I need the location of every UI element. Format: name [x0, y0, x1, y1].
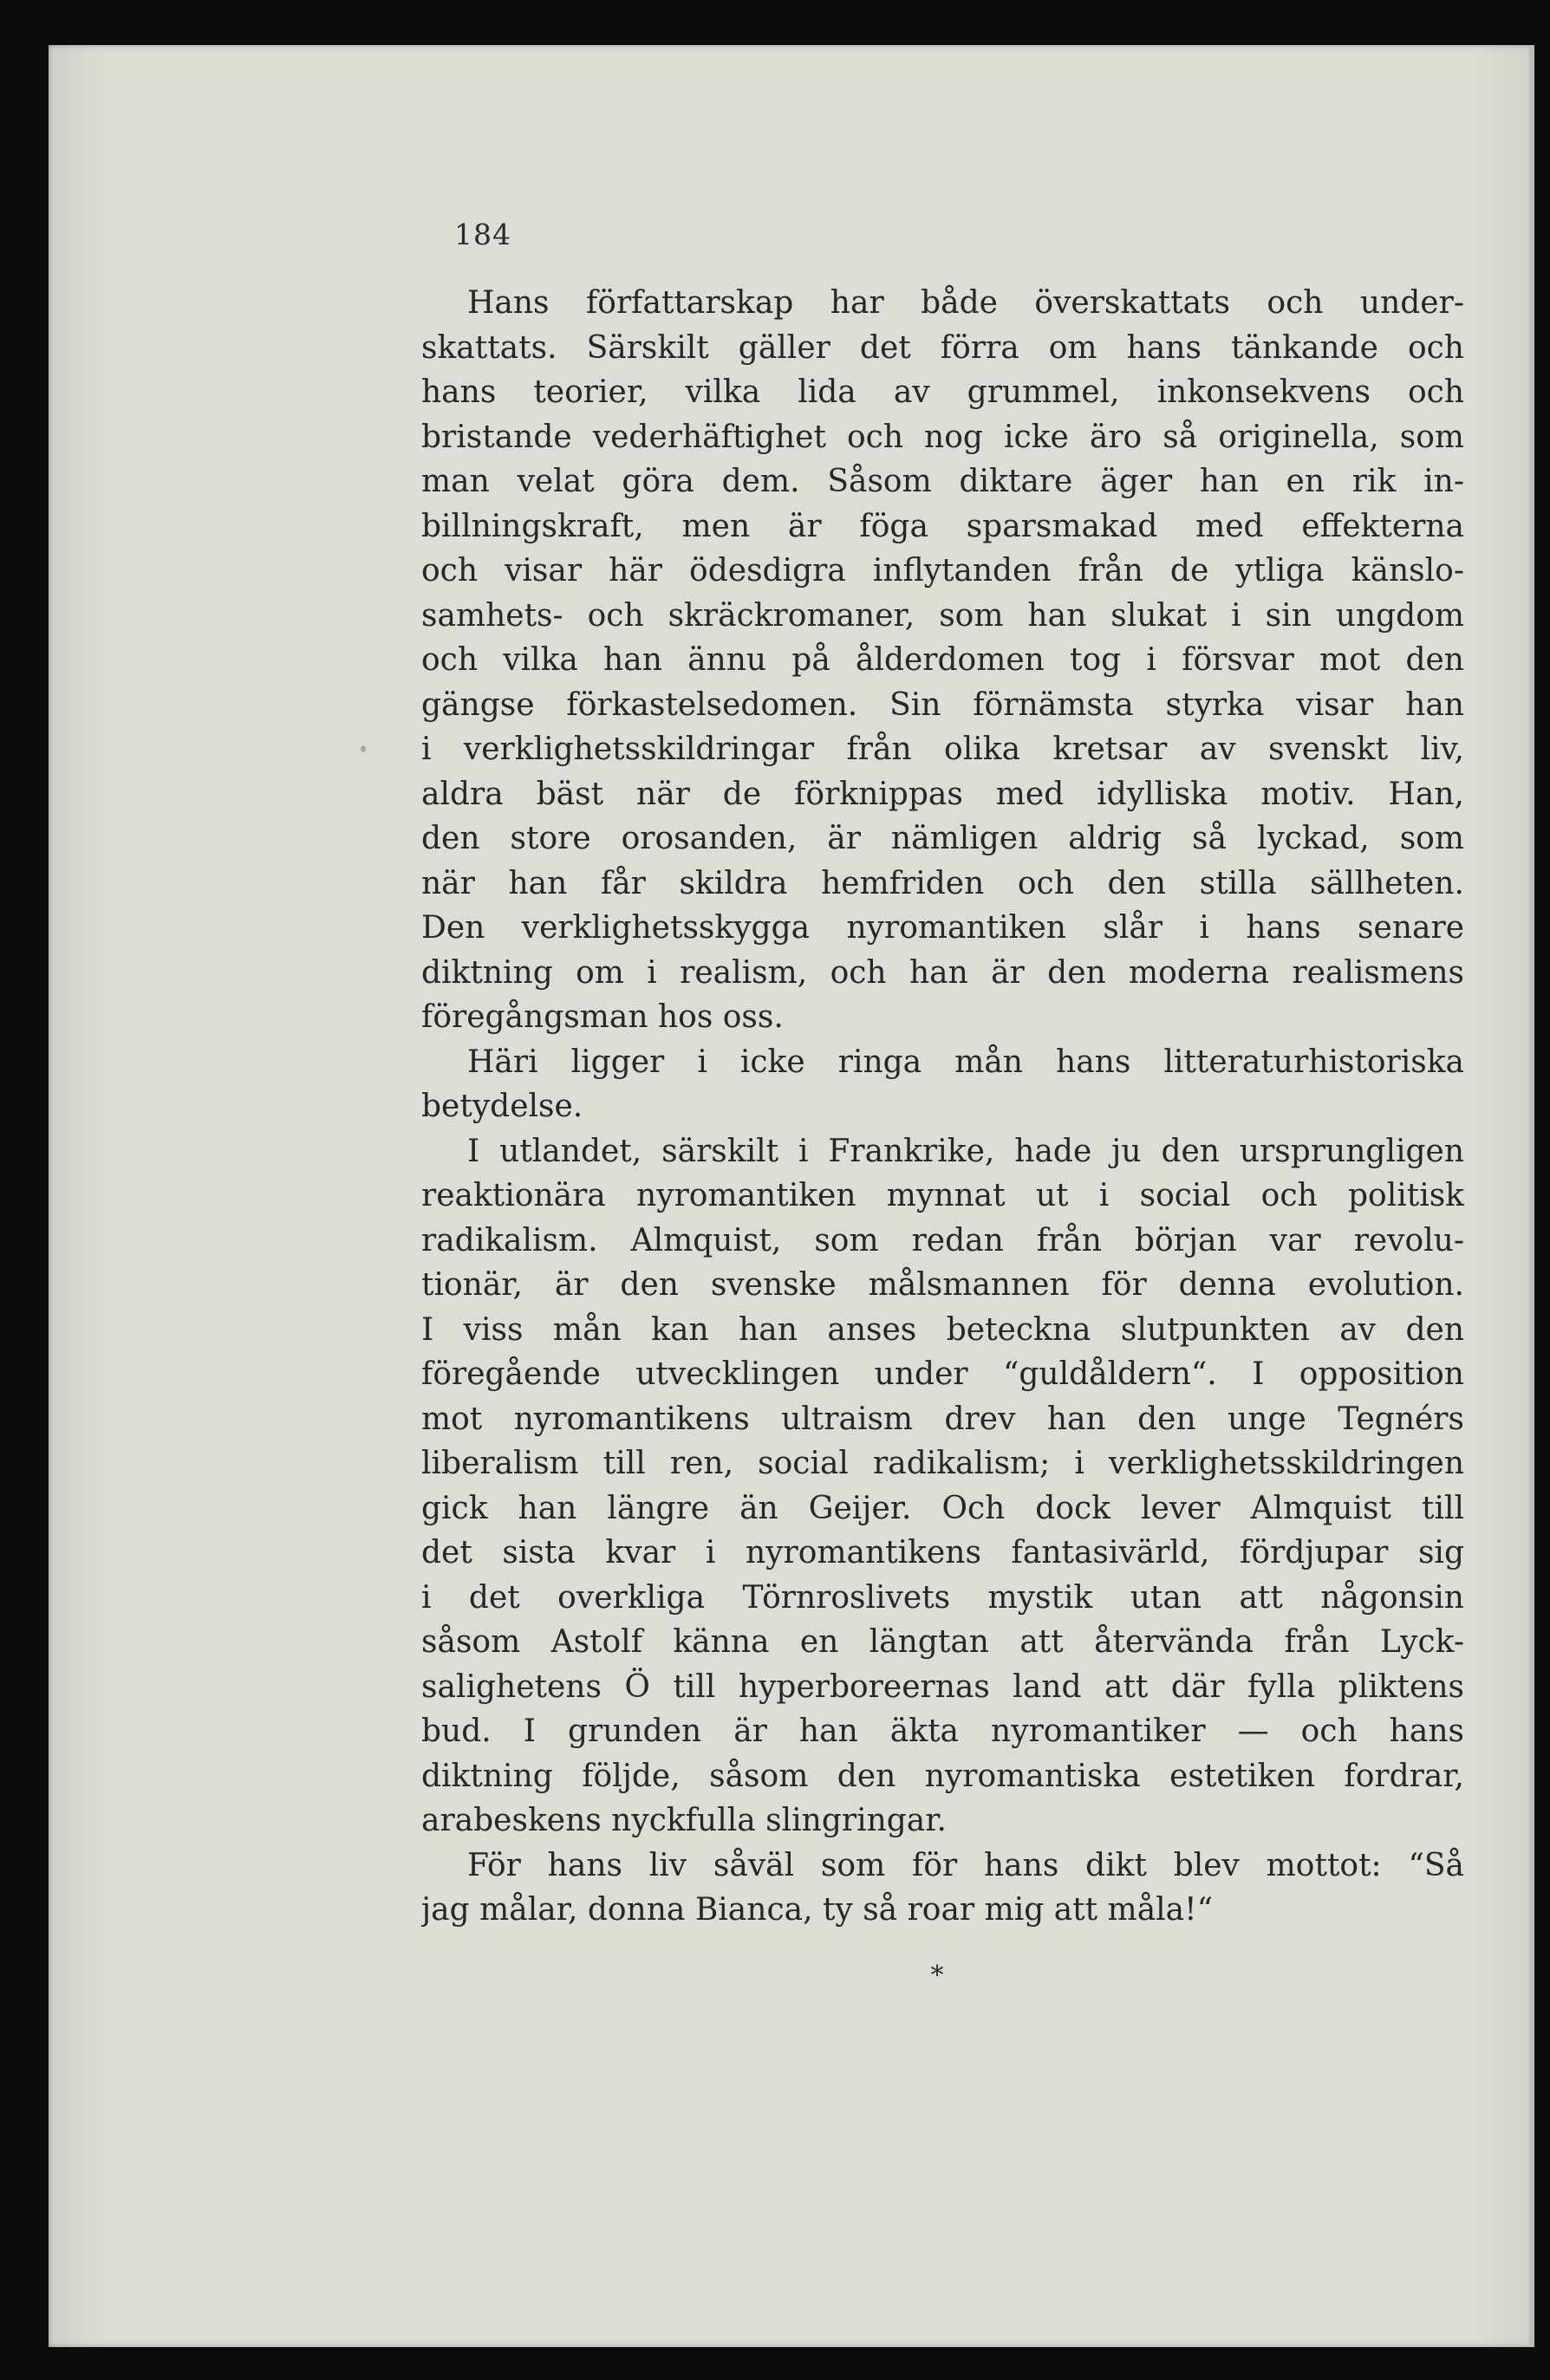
body-text [421, 281, 1464, 1933]
text-line: salighetens Ö till hyperboreernas land att där fylla pliktens [421, 1668, 1464, 1705]
text-line: mot nyromantikens ultraism drev han den unge Tegnérs [421, 1401, 1464, 1437]
text-line: föregångsman hos oss. [421, 999, 784, 1035]
text-line: såsom Astolf känna en längtan att återvända från Lyck- [421, 1624, 1464, 1660]
page-speck [361, 745, 366, 752]
text-line: och vilka han ännu på ålderdomen tog i försvar mot den [421, 642, 1464, 678]
text-line: diktning följde, såsom den nyromantiska estetiken fordrar, [421, 1758, 1464, 1794]
page-edge [1529, 45, 1534, 2347]
text-line: radikalism. Almquist, som redan från början var revolu- [421, 1222, 1464, 1258]
text-line: billningskraft, men är föga sparsmakad med effekterna [421, 508, 1464, 544]
text-line: Hans författarskap har både överskattats och under- [467, 285, 1464, 321]
text-line: när han får skildra hemfriden och den stilla sällheten. [421, 865, 1464, 901]
book-page [49, 45, 1534, 2347]
text-line: man velat göra dem. Såsom diktare äger han en rik in- [421, 464, 1464, 499]
text-line: och visar här ödesdigra inflytanden från de ytliga känslo- [421, 553, 1464, 588]
text-line: I utlandet, särskilt i Frankrike, hade ju den ursprungligen [467, 1133, 1464, 1169]
text-line: Häri ligger i icke ringa mån hans litteraturhistoriska [467, 1044, 1464, 1080]
text-line: gängse förkastelsedomen. Sin förnämsta styrka visar han [421, 686, 1464, 723]
text-line: tionär, är den svenske målsmannen för denna evolution. [421, 1267, 1464, 1303]
text-line: skattats. Särskilt gäller det förra om hans tänkande och [421, 329, 1464, 366]
text-line: i verklighetsskildringar från olika kretsar av svenskt liv, [421, 732, 1464, 767]
text-line: diktning om i realism, och han är den moderna realismens [421, 954, 1464, 991]
text-line: samhets- och skräckromaner, som han slukat i sin ungdom [421, 597, 1464, 634]
text-line: den store orosanden, är nämligen aldrig så lyckad, som [421, 821, 1464, 856]
text-line: föregående utvecklingen under “guldåldern“. I opposition [421, 1356, 1464, 1392]
text-line: det sista kvar i nyromantikens fantasivärld, fördjupar sig [421, 1535, 1464, 1570]
text-line: liberalism till ren, social radikalism; i verklighetsskildringen [421, 1446, 1464, 1481]
section-ornament: * [930, 1961, 944, 1991]
text-line: jag målar, donna Bianca, ty så roar mig att måla!“ [421, 1892, 1214, 1928]
text-line: aldra bäst när de förknippas med idylliska motiv. Han, [421, 776, 1464, 812]
text-line: betydelse. [421, 1089, 583, 1124]
text-line: För hans liv såväl som för hans dikt blev mottot: “Så [467, 1847, 1464, 1883]
text-line: gick han längre än Geijer. Och dock lever Almquist till [421, 1490, 1464, 1526]
text-line: hans teorier, vilka lida av grummel, inkonsekvens och [421, 374, 1464, 410]
text-line: i det overkliga Törnroslivets mystik utan att någonsin [421, 1579, 1464, 1616]
text-line: I viss mån kan han anses beteckna slutpunkten av den [421, 1311, 1464, 1348]
text-line: bud. I grunden är han äkta nyromantiker — och hans [421, 1713, 1464, 1749]
text-line: bristande vederhäftighet och nog icke äro så originella, som [421, 419, 1464, 455]
text-line: reaktionära nyromantiken mynnat ut i social och politisk [421, 1178, 1464, 1213]
page-number: 184 [454, 218, 511, 251]
text-line: Den verklighetsskygga nyromantiken slår i hans senare [421, 910, 1464, 946]
text-line: arabeskens nyckfulla slingringar. [421, 1803, 947, 1838]
